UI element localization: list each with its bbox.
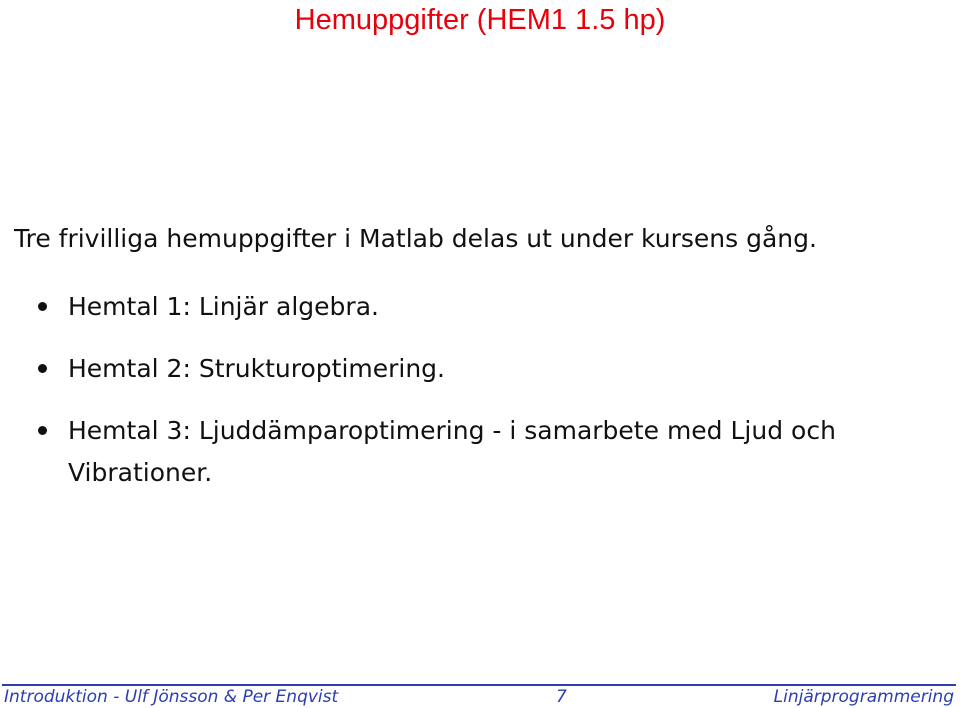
- list-item: [0, 410, 898, 494]
- list-item-text: Hemtal 3: Ljuddämparoptimering - i samarbete med Ljud och Vibrationer.: [68, 416, 836, 487]
- list-item: [0, 348, 898, 390]
- bullet-list: [0, 286, 960, 514]
- list-item-text: Hemtal 2: Strukturoptimering.: [68, 354, 446, 383]
- bullet-icon: [38, 302, 47, 311]
- footer-page-number: 7: [556, 687, 567, 707]
- footer: [0, 682, 960, 708]
- slide-title: Hemuppgifter (HEM1 1.5 hp): [294, 4, 666, 36]
- bullet-icon: [38, 426, 47, 435]
- list-item-text: Hemtal 1: Linjär algebra.: [68, 292, 379, 321]
- footer-divider: [2, 684, 956, 686]
- list-item: [0, 286, 898, 328]
- intro-text: Tre frivilliga hemuppgifter i Matlab delas ut under kursens gång.: [14, 224, 817, 253]
- footer-course: Linjärprogrammering: [773, 687, 954, 707]
- bullet-icon: [38, 364, 47, 373]
- footer-author: Introduktion - Ulf Jönsson & Per Enqvist: [4, 687, 339, 707]
